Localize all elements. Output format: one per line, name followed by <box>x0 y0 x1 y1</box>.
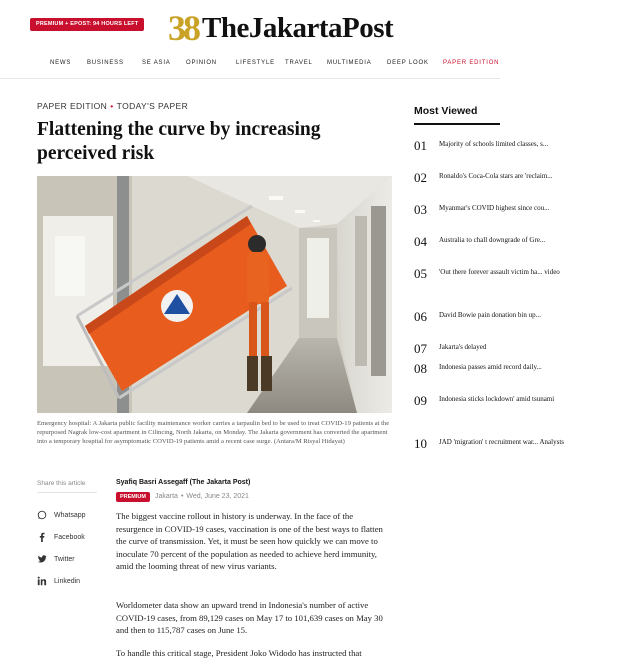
meta-separator: • <box>180 493 184 500</box>
nav-paper-edition[interactable]: PAPER EDITION <box>443 60 500 66</box>
most-viewed-headline-clip <box>439 138 549 168</box>
most-viewed-rank: 03 <box>414 202 427 217</box>
article-date: Wed, June 23, 2021 <box>186 493 249 500</box>
logo-anniversary-number: 38 <box>168 8 198 48</box>
most-viewed-headline: David Bowie pain donation bin up... <box>439 311 541 319</box>
main-nav <box>0 56 500 70</box>
hospital-corridor-photo <box>37 176 392 413</box>
most-viewed-headline-clip <box>439 361 542 391</box>
most-viewed-headline-clip <box>439 341 500 361</box>
most-viewed-rank: 08 <box>414 361 427 376</box>
share-twitter-label: Twitter <box>54 555 75 563</box>
site-header <box>0 0 500 79</box>
premium-badge: PREMIUM <box>116 492 150 502</box>
most-viewed-headline: Indonesia sticks lockdown' amid tsunami <box>439 395 555 403</box>
share-linkedin-label: Linkedin <box>54 577 81 585</box>
nav-business[interactable]: BUSINESS <box>87 60 124 66</box>
most-viewed-headline: Australia to chall downgrade of Gre... <box>439 236 546 244</box>
article-paragraph: Worldometer data show an upward trend in Indonesia's number of active COVID-19 cases, from 89,129 cases on May 17 to 101,639 cases on May 30 and then to 115,787 cases on June 15. <box>116 600 383 636</box>
breadcrumb-subsection[interactable]: TODAY'S PAPER <box>116 101 189 111</box>
most-viewed-rank: 05 <box>414 266 427 281</box>
share-linkedin-button[interactable] <box>37 575 80 587</box>
most-viewed-item[interactable] <box>414 341 500 361</box>
most-viewed-rank: 06 <box>414 309 427 324</box>
most-viewed-headline-clip <box>439 170 553 200</box>
most-viewed-headline: 'Out there forever assault victim ha... video <box>439 268 560 276</box>
nav-se-asia[interactable]: SE ASIA <box>142 60 171 66</box>
most-viewed-headline-clip <box>439 309 541 339</box>
most-viewed-headline: Majority of schools limited classes, s... <box>439 140 549 148</box>
most-viewed-item[interactable] <box>414 309 541 339</box>
share-divider <box>37 492 97 493</box>
facebook-icon <box>37 532 47 542</box>
most-viewed-rank: 01 <box>414 138 427 153</box>
author-byline[interactable]: Syafiq Basri Assegaff (The Jakarta Post) <box>116 479 251 486</box>
most-viewed-item[interactable] <box>414 234 546 264</box>
nav-news[interactable]: NEWS <box>50 60 72 66</box>
breadcrumb-separator: • <box>110 101 114 111</box>
most-viewed-headline: Myanmar's COVID highest since cou... <box>439 204 550 212</box>
most-viewed-item[interactable] <box>414 202 550 232</box>
linkedin-icon <box>37 576 47 586</box>
nav-travel[interactable]: TRAVEL <box>285 60 313 66</box>
breadcrumb <box>37 101 188 111</box>
whatsapp-icon <box>37 510 47 520</box>
twitter-icon <box>37 554 47 564</box>
most-viewed-divider <box>414 123 500 125</box>
article-photo <box>37 176 392 413</box>
most-viewed-rank: 04 <box>414 234 427 249</box>
logo-wordmark: TheJakartaPost <box>202 12 394 44</box>
most-viewed-headline-clip <box>439 436 565 470</box>
most-viewed-headline-clip <box>439 202 550 232</box>
share-facebook-button[interactable] <box>37 531 85 543</box>
article-title: Flattening the curve by increasing perceived risk <box>37 119 321 164</box>
nav-deep-look[interactable]: DEEP LOOK <box>387 60 429 66</box>
most-viewed-headline-clip <box>439 266 560 300</box>
article-location: Jakarta <box>154 493 178 500</box>
most-viewed-rank: 10 <box>414 436 427 451</box>
most-viewed-title: Most Viewed <box>414 105 478 117</box>
site-logo[interactable] <box>168 10 393 46</box>
most-viewed-rank: 09 <box>414 393 427 408</box>
nav-multimedia[interactable]: MULTIMEDIA <box>327 60 372 66</box>
share-facebook-label: Facebook <box>54 533 85 541</box>
most-viewed-headline: Indonesia passes amid record daily... <box>439 363 542 371</box>
share-whatsapp-button[interactable] <box>37 509 86 521</box>
most-viewed-item[interactable] <box>414 266 560 300</box>
most-viewed-headline-clip <box>439 234 546 264</box>
article-meta <box>116 491 249 502</box>
most-viewed-item[interactable] <box>414 361 542 391</box>
most-viewed-rank: 02 <box>414 170 427 185</box>
article-paragraph: The biggest vaccine rollout in history is underway. In the face of the resurgence in COVID-19 cases, vaccination is one of the best ways to flatten the curve of transmission. Yet, it must be seen how quickly we can move to inoculate 70 percent of the population as needed to achieve herd immunity, amid the looming threat of new virus variants. <box>116 511 383 572</box>
most-viewed-headline: JAD 'migration' t recruitment war... Analysts <box>439 438 565 446</box>
article-paragraph: To handle this critical stage, President Joko Widodo has instructed that <box>116 648 362 658</box>
most-viewed-item[interactable] <box>414 138 549 168</box>
photo-caption: Emergency hospital: A Jakarta public facility maintenance worker carries a tarpaulin bed to be used to treat COVID-19 patients at the repurposed Nagrak low-cost apartment in Cilincing, North Jakarta, on Monday. The Jakarta government has converted the apartment into a temporary hospital for asymptomatic COVID-19 patients amid a recent case surge. (Antara/M Risyal Hidayat) <box>37 420 390 445</box>
premium-promo-banner[interactable]: PREMIUM + EPOST: 94 HOURS LEFT <box>30 18 144 31</box>
most-viewed-item[interactable] <box>414 393 555 427</box>
nav-lifestyle[interactable]: LIFESTYLE <box>236 60 275 66</box>
share-whatsapp-label: Whatsapp <box>54 511 86 519</box>
most-viewed-headline-clip <box>439 393 555 427</box>
breadcrumb-section[interactable]: PAPER EDITION <box>37 101 108 111</box>
most-viewed-item[interactable] <box>414 436 565 470</box>
most-viewed-item[interactable] <box>414 170 553 200</box>
share-label: Share this article <box>37 480 86 487</box>
share-twitter-button[interactable] <box>37 553 75 565</box>
most-viewed-rank: 07 <box>414 341 427 356</box>
most-viewed-headline: Ronaldo's Coca-Cola stars are 'reclaim... <box>439 172 553 180</box>
nav-opinion[interactable]: OPINION <box>186 60 217 66</box>
most-viewed-headline: Jakarta's delayed <box>439 343 487 351</box>
